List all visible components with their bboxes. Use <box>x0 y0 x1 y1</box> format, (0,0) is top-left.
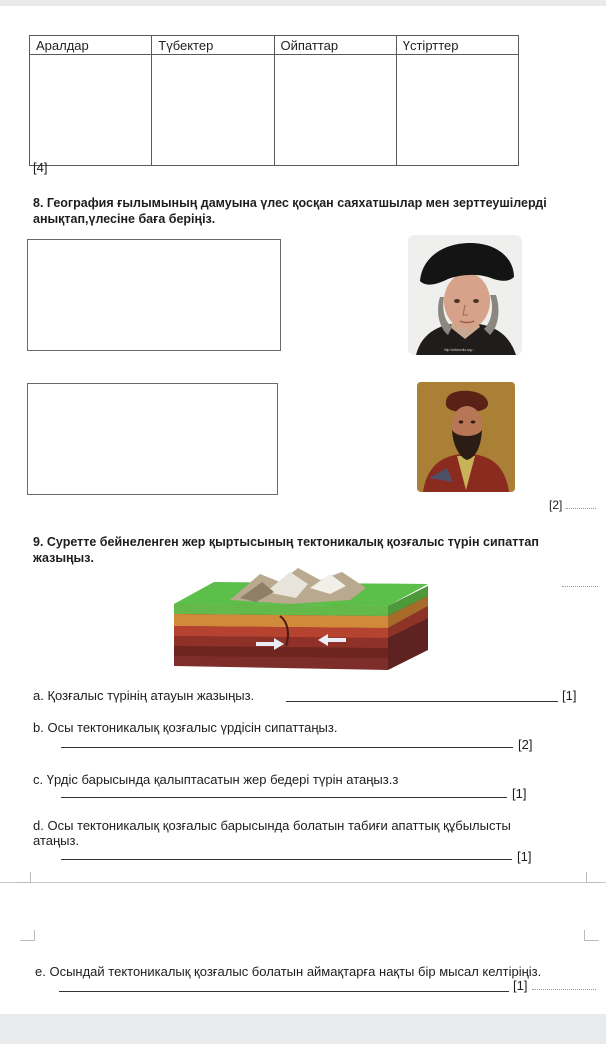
question-9b-text: b. Осы тектоникалық қозғалыс үрдісін сипаттаңыз. <box>33 720 338 735</box>
classification-table <box>29 35 519 166</box>
page-corner-mark <box>586 872 601 883</box>
answer-line-9b[interactable] <box>61 747 513 748</box>
answer-cell-peninsulas[interactable] <box>152 55 274 166</box>
question-8-marks: [2] <box>549 498 563 512</box>
tectonic-diagram <box>170 562 432 674</box>
answer-box-traveler-2[interactable] <box>27 383 278 495</box>
question-9d-line2: атаңыз. <box>33 833 80 848</box>
answer-box-traveler-1[interactable] <box>27 239 281 351</box>
question-9c-text: c. Үрдіс барысында қалыптасатын жер бедері түрін атаңыз.з <box>33 772 399 787</box>
answer-line-9e[interactable] <box>59 991 509 992</box>
question-9a-text: a. Қозғалыс түрінің атауын жазыңыз. <box>33 688 255 703</box>
page-corner-mark <box>20 930 35 941</box>
portrait-watermark: http://wikimedia.org/... <box>444 348 476 352</box>
page-corner-mark <box>584 930 599 941</box>
answer-line-9d[interactable] <box>61 859 512 860</box>
dots-right-q9 <box>562 586 598 587</box>
portrait-traveler-2 <box>417 382 515 492</box>
question-9d-line1: d. Осы тектоникалық қозғалыс барысында болатын табиғи апаттық құбылысты <box>33 818 511 833</box>
table-marks: [4] <box>33 160 48 175</box>
answer-line-9a[interactable] <box>286 701 558 702</box>
question-9d-marks: [1] <box>517 849 532 864</box>
header-plateaus: Үстірттер <box>396 36 518 55</box>
header-peninsulas: Түбектер <box>152 36 274 55</box>
question-9c-marks: [1] <box>512 786 527 801</box>
question-9b-marks: [2] <box>518 737 533 752</box>
header-lowlands: Ойпаттар <box>274 36 396 55</box>
answer-line-9c[interactable] <box>61 797 507 798</box>
answer-cell-lowlands[interactable] <box>274 55 396 166</box>
header-islands: Аралдар <box>30 36 152 55</box>
question-9-line2: жазыңыз. <box>33 551 94 565</box>
worksheet-page <box>0 6 606 1014</box>
question-9-line1: 9. Суретте бейнеленген жер қыртысының тектоникалық қозғалыс түрін сипаттап <box>33 535 539 549</box>
question-8-line1: 8. География ғылымының дамуына үлес қосқан саяхатшылар мен зерттеушілерді <box>33 196 547 210</box>
marks-dots-q8 <box>566 508 596 509</box>
answer-cell-islands[interactable] <box>30 55 152 166</box>
question-8-line2: анықтап,үлесіне баға беріңіз. <box>33 212 216 226</box>
page-corner-mark <box>16 872 31 883</box>
answer-cell-plateaus[interactable] <box>396 55 518 166</box>
question-9e-marks: [1] <box>513 978 528 993</box>
question-9a-marks: [1] <box>562 688 577 703</box>
page-break-line <box>0 882 606 883</box>
question-9e-text: e. Осындай тектоникалық қозғалыс болатын аймақтарға нақты бір мысал келтіріңіз. <box>35 964 542 979</box>
marks-dots-9e <box>532 989 596 990</box>
portrait-traveler-1 <box>408 235 522 355</box>
